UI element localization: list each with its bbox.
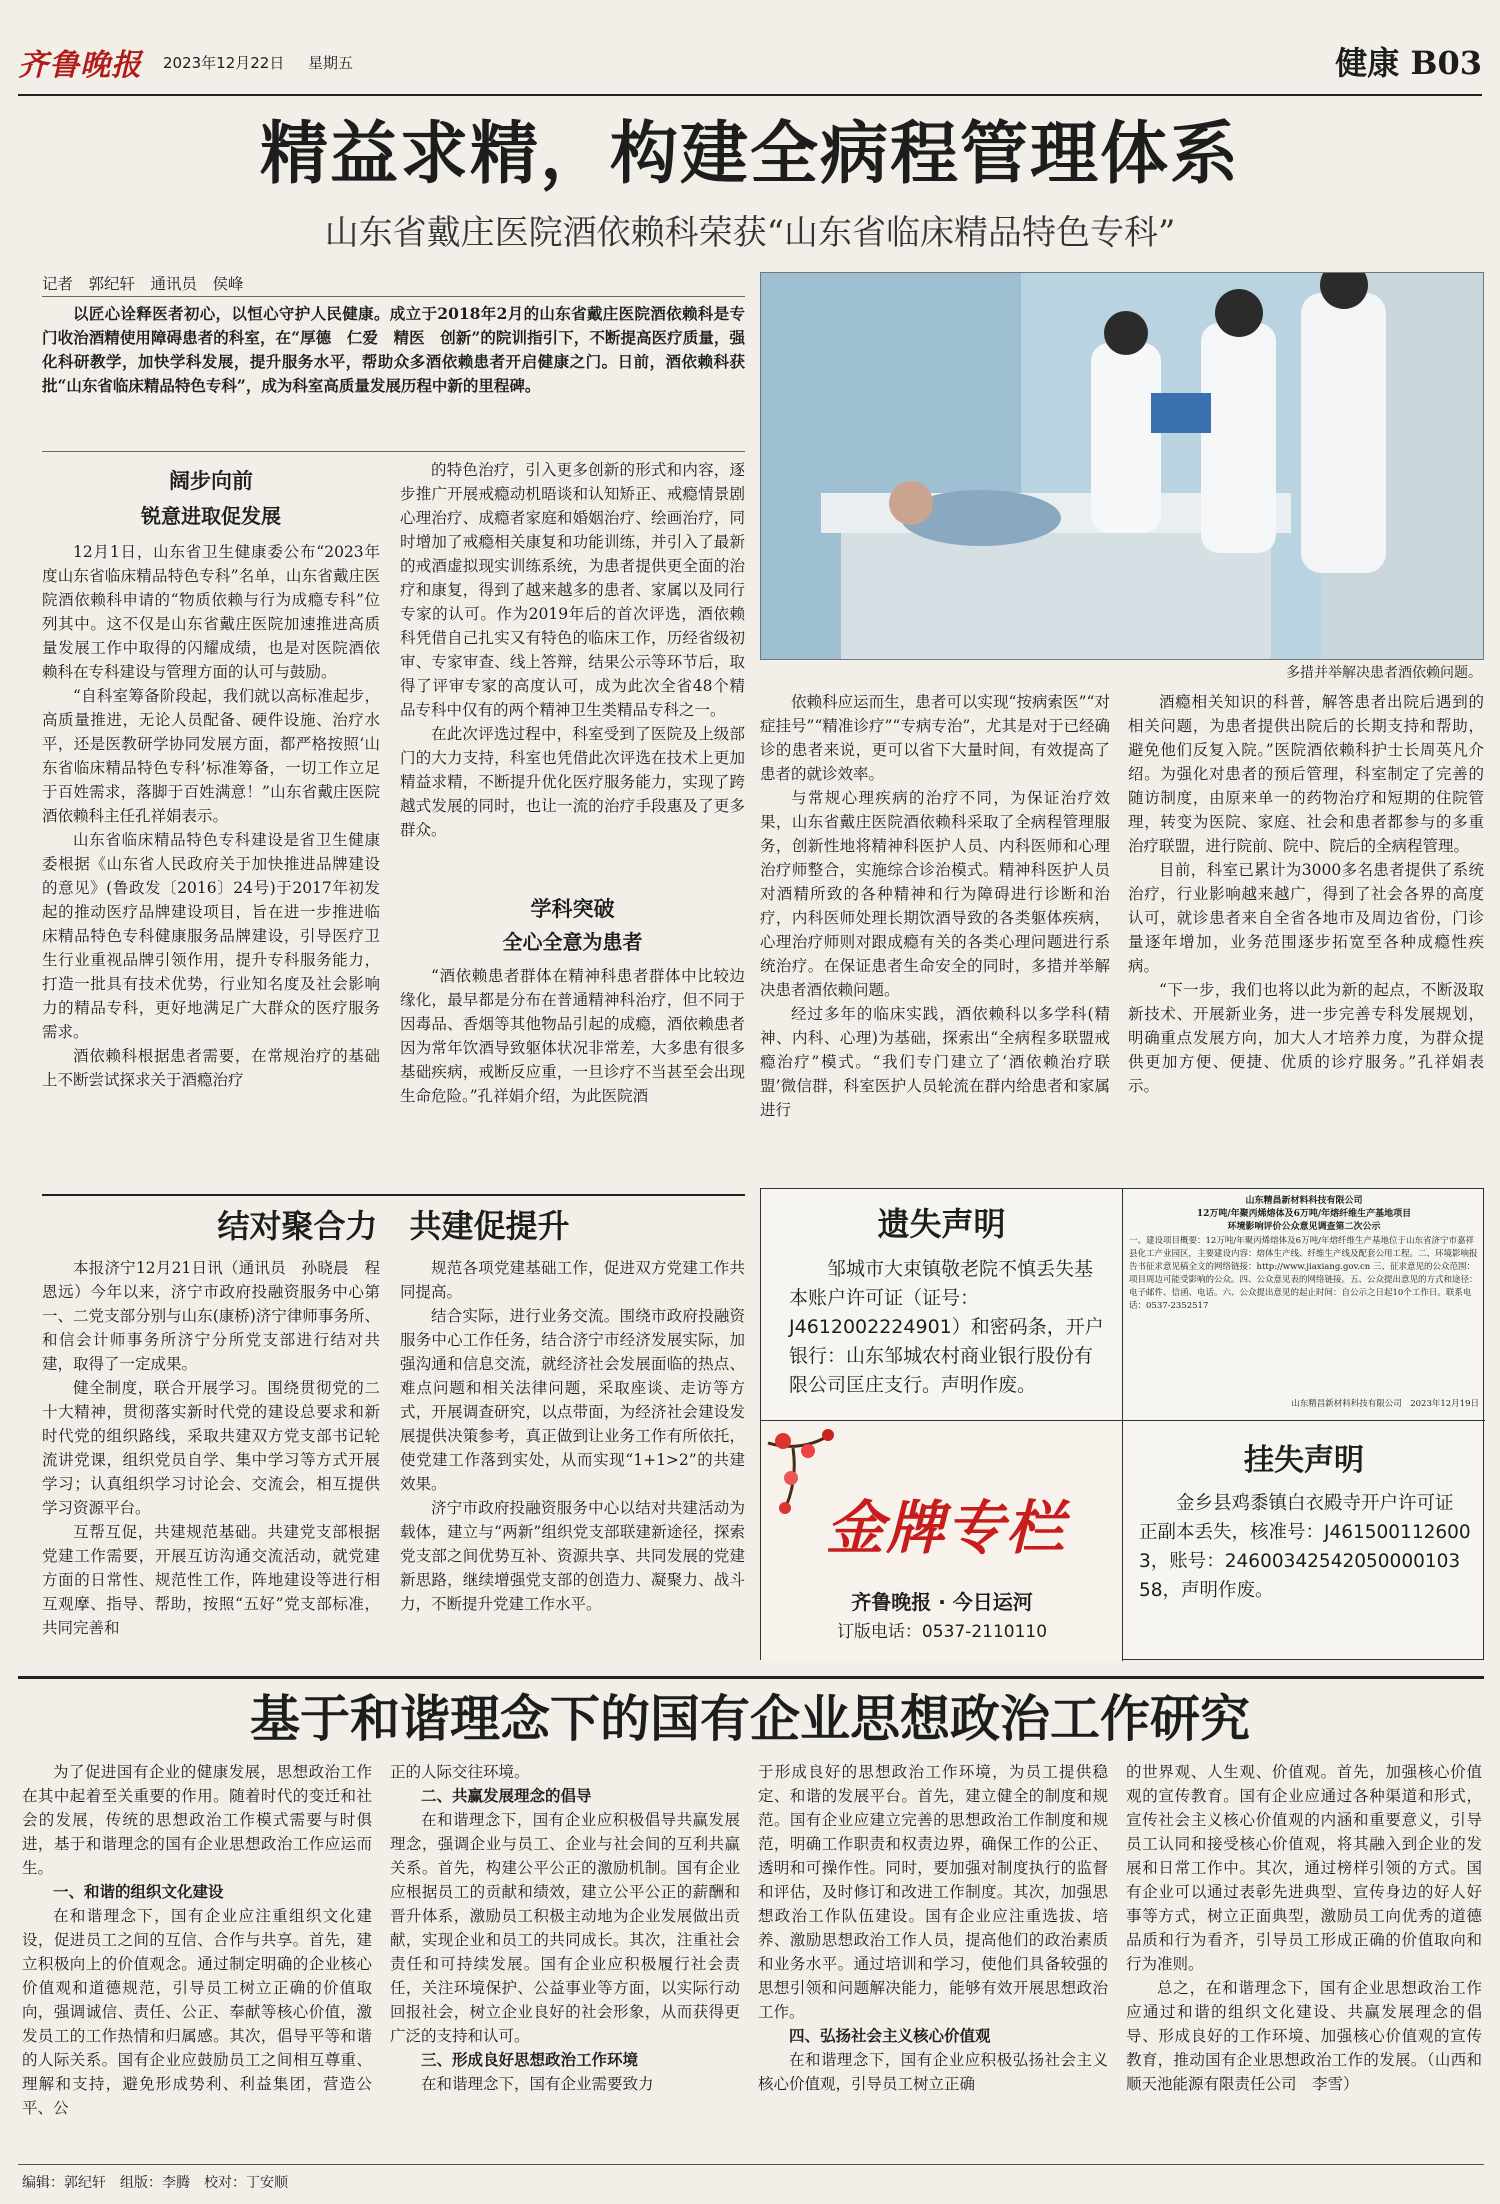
article1-byline: 记者 郭纪轩 通讯员 侯峰 <box>42 275 244 293</box>
paragraph: 的世界观、人生观、价值观。首先，加强核心价值观的宣传教育。国有企业应通过各种渠道和形式，宣传社会主义核心价值观的内涵和重要意义，引导员工认同和接受核心价值观，将其融入到企业的发展和日常工作中。其次，通过榜样引领的方式。国有企业可以通过表彰先进典型、宣传身边的好人好事等方式，树立正面典型，激励员工向优秀的道德品质和行为看齐，引导员工形成正确的价值取向和行为准则。 <box>1126 1763 1482 1973</box>
paragraph: 于形成良好的思想政治工作环境，为员工提供稳定、和谐的发展平台。首先，建立健全的制度和规范。国有企业应建立完善的思想政治工作制度和规范，明确工作职责和权责边界，确保工作的公正、透明和可操作性。同时，要加强对制度执行的监督和评估，及时修订和改进工作制度。其次，加强思想政治工作队伍建设。国有企业应注重选拔、培养、激励思想政治工作人员，提高他们的政治素质和业务水平。通过培训和学习，使他们具备较强的思想引领和问题解决能力，能够有效开展思想政治工作。 <box>758 1763 1108 2021</box>
article3-col1 <box>22 1760 372 2160</box>
paragraph: 目前，科室已累计为3000多名患者提供了系统治疗，行业影响越来越广，得到了社会各界的高度认可，就诊患者来自全省各地市及周边省份，门诊量逐年增加，业务范围逐步拓宽至各种成瘾性疾病。 <box>1128 861 1484 975</box>
section2-title: 学科突破 <box>530 896 615 921</box>
eia-project: 12万吨/年聚丙烯熔体及6万吨/年熔纤维生产基地项目 <box>1196 1209 1412 1219</box>
article3-col3 <box>758 1760 1108 2160</box>
eia-footer: 山东精昌新材料科技有限公司 2023年12月19日 <box>1291 1399 1479 1409</box>
article1-col1 <box>42 540 380 1192</box>
section1-title: 阔步向前 <box>169 468 253 493</box>
notice2-title: 挂失声明 <box>1244 1443 1364 1478</box>
paragraph: “自科室筹备阶段起，我们就以高标准起步，高质量推进，无论人员配备、硬件设施、治疗水平，还是医教研学协同发展方面，都严格按照‘山东省临床精品特色专科’标准筹备，一切工作立足于百姓需求，落脚于百姓满意！”山东省戴庄医院酒依赖科主任孔祥娟表示。 <box>42 687 380 825</box>
article1-subhead: 山东省戴庄医院酒依赖科荣获“山东省临床精品特色专科” <box>324 213 1176 253</box>
section-label: 健康 B03 <box>1335 44 1482 82</box>
paragraph: 依赖科应运而生，患者可以实现“按病索医”“对症挂号”“精准诊疗”“专病专治”，尤其是对于已经确诊的患者来说，更可以省下大量时间，有效提高了患者的就诊效率。 <box>760 693 1110 783</box>
section1-subtitle: 锐意进取促发展 <box>141 504 281 528</box>
brand-title: 金牌专栏 <box>825 1494 1066 1562</box>
notice2-body: 金乡县鸡黍镇白衣殿寺开户许可证正副本丢失，核准号：J4615001126003，账号：2460034254205000010358，声明作废。 <box>1139 1493 1471 1601</box>
paragraph: 与常规心理疾病的治疗不同，为保证治疗效果，山东省戴庄医院酒依赖科采取了全病程管理服务，创新性地将精神科医护人员、内科医师和心理治疗师整合，实施综合诊治模式。精神科医护人员对酒精所致的各种精神和行为障碍进行诊断和治疗，内科医师处理长期饮酒导致的各类躯体疾病，心理治疗师则对跟成瘾有关的各类心理问题进行系统治疗。在保证患者生命安全的同时，多措并举解决患者酒依赖问题。 <box>760 789 1110 999</box>
brand-phone: 订版电话：0537-2110110 <box>836 1622 1048 1642</box>
paragraph: 在和谐理念下，国有企业需要致力 <box>421 2075 654 2093</box>
paragraph: 在和谐理念下，国有企业应积极弘扬社会主义核心价值观，引导员工树立正确 <box>758 2051 1108 2093</box>
paragraph: 酒瘾相关知识的科普，解答患者出院后遇到的相关问题，为患者提供出院后的长期支持和帮助，避免他们反复入院。”医院酒依赖科护士长周英凡介绍。为强化对患者的预后管理，科室制定了完善的随访制度，由原来单一的药物治疗和短期的住院管理，转变为医院、家庭、社会和患者都参与的多重治疗联盟，进行院前、院中、院后的全病程管理。 <box>1128 693 1484 855</box>
paragraph: 规范各项党建基础工作，促进双方党建工作共同提高。 <box>400 1259 745 1301</box>
paragraph: 济宁市政府投融资服务中心以结对共建活动为载体，建立与“两新”组织党支部联建新途径，探索党支部之间优势互补、资源共享、共同发展的党建新思路，继续增强党支部的创造力、凝聚力、战斗力，不断提升党建工作水平。 <box>400 1499 745 1613</box>
paragraph: 在和谐理念下，国有企业应注重组织文化建设，促进员工之间的互信、合作与共享。首先，建立积极向上的价值观念。通过制定明确的企业核心价值观和道德规范，引导员工树立正确的价值取向，强调诚信、责任、公正、奉献等核心价值，激发员工的工作热情和归属感。其次，倡导平等和谐的人际关系。国有企业应鼓励员工之间相互尊重、理解和支持，避免形成势利、利益集团，营造公平、公 <box>22 1907 372 2117</box>
brand-subtitle: 齐鲁晚报 · 今日运河 <box>851 1590 1033 1614</box>
eia-company: 山东精昌新材料科技有限公司 <box>1245 1196 1363 1206</box>
photo-caption: 多措并举解决患者酒依赖问题。 <box>1286 665 1482 681</box>
eia-notice <box>1123 1189 1485 1421</box>
notices-block <box>760 1188 1484 1660</box>
issue-date: 2023年12月22日 <box>163 54 285 72</box>
paragraph: 12月1日，山东省卫生健康委公布“2023年度山东省临床精品特色专科”名单，山东省戴庄医院酒依赖科申请的“物质依赖与行为成瘾专科”位列其中。这不仅是山东省戴庄医院加速推进高质量发展工作中取得的闪耀成绩，也是对医院酒依赖科在专科建设与管理方面的认可与鼓励。 <box>42 543 380 681</box>
section-heading: 三、形成良好思想政治工作环境 <box>421 2050 639 2069</box>
article3-col2 <box>390 1760 740 2160</box>
paragraph: 经过多年的临床实践，酒依赖科以多学科(精神、内科、心理)为基础，探索出“全病程多联盟戒瘾治疗”模式。“我们专门建立了‘酒依赖治疗联盟’微信群，科室医护人员轮流在群内给患者和家属进行 <box>760 1005 1110 1119</box>
section-heading: 二、共赢发展理念的倡导 <box>421 1786 592 1805</box>
masthead <box>18 32 1482 96</box>
paragraph: “酒依赖患者群体在精神科患者群体中比较边缘化，最早都是分布在普通精神科治疗，但不同于因毒品、香烟等其他物品引起的成瘾，酒依赖患者因为常年饮酒导致躯体状况非常差，大多患有很多基础疾病，戒断反应重，一旦诊疗不当甚至会出现生命危险。”孔祥娟介绍，为此医院酒 <box>400 967 745 1105</box>
lost-notice-1 <box>761 1189 1123 1421</box>
paragraph: 酒依赖科根据患者需要，在常规治疗的基础上不断尝试探求关于酒瘾治疗 <box>42 1047 380 1089</box>
paragraph: 在此次评选过程中，科室受到了医院及上级部门的大力支持，科室也凭借此次评选在技术上更加精益求精，不断提升优化医疗服务能力，实现了跨越式发展的同时，也让一流的治疗手段惠及了更多群众。 <box>400 725 745 839</box>
hospital-ward-illustration <box>761 273 1484 660</box>
eia-body: 一、建设项目概要：12万吨/年聚丙烯熔体及6万吨/年熔纤维生产基地位于山东省济宁市嘉祥县化工产业园区，主要建设内容：熔体生产线、纤维生产线及配套公用工程。二、环境影响报告书征求意见稿全文的网络链接：http://www.jiaxiang.gov.cn 三、征求意见的公众范围：项目周边可能受影响的公众。四、公众意见表的网络链接。五、公众提出意见的方式和途径：电子邮件、信函、电话。六、公众提出意见的起止时间：自公示之日起10个工作日。联系电话：0537-2352517 <box>1129 1236 1478 1311</box>
section-heading: 一、和谐的组织文化建设 <box>53 1882 224 1901</box>
article1-headline: 精益求精，构建全病程管理体系 <box>259 114 1240 194</box>
paragraph: 健全制度，联合开展学习。围绕贯彻党的二十大精神，贯彻落实新时代党的建设总要求和新时代党的组织路线，采取共建双方党支部书记轮流讲党课，组织党员自学、集中学习等方式开展学习；认真组织学习讨论会、交流会，相互提供学习资源平台。 <box>42 1379 380 1517</box>
article3-col4 <box>1126 1760 1482 2160</box>
article1-col2 <box>400 458 745 890</box>
article1-col4 <box>1128 690 1484 1178</box>
section2-subtitle: 全心全意为患者 <box>502 930 643 954</box>
article1-lead <box>42 302 745 398</box>
paragraph: 为了促进国有企业的健康发展，思想政治工作在其中起着至关重要的作用。随着时代的变迁和社会的发展，传统的思想政治工作模式需要与时俱进，基于和谐理念的国有企业思想政治工作应运而生。 <box>22 1763 372 1877</box>
newspaper-logo: 齐鲁晚报 <box>18 48 142 83</box>
paragraph: 总之，在和谐理念下，国有企业思想政治工作应通过和谐的组织文化建设、共赢发展理念的倡导、形成良好的工作环境、加强核心价值观的宣传教育，推动国有企业思想政治工作的发展。（山西和顺天池能源有限责任公司 李雪） <box>1126 1979 1482 2093</box>
lost-notice-2 <box>1123 1421 1485 1661</box>
paragraph: 结合实际，进行业务交流。围绕市政府投融资服务中心工作任务，结合济宁市经济发展实际，加强沟通和信息交流，就经济社会发展面临的热点、难点问题和相关法律问题，采取座谈、走访等方式，开展调查研究，以点带面，为经济社会建设发展提供决策参考，真正做到让业务工作有所依托，使党建工作落到实处，从而实现“1+1>2”的共建效果。 <box>400 1307 745 1493</box>
section-heading: 四、弘扬社会主义核心价值观 <box>789 2026 991 2045</box>
paragraph: 互帮互促，共建规范基础。共建党支部根据党建工作需要，开展互访沟通交流活动，就党建方面的日常性、规范性工作，阵地建设等进行相互观摩、指导、帮助，按照“五好”党支部标准，共同完善和 <box>42 1523 380 1637</box>
paragraph: 山东省临床精品特色专科建设是省卫生健康委根据《山东省人民政府关于加快推进品牌建设的意见》(鲁政发〔2016〕24号)于2017年初发起的推动医疗品牌建设项目，旨在进一步推进临床精品特色专科健康服务品牌建设，引导医疗卫生行业重视品牌引领作用，提升专科服务能力，打造一批具有技术优势，行业知名度及社会影响力的精品专科，更好地满足广大群众的医疗服务需求。 <box>42 831 380 1041</box>
paragraph: 的特色治疗，引入更多创新的形式和内容，逐步推广开展戒瘾动机晤谈和认知矫正、戒瘾情景剧心理治疗、成瘾者家庭和婚姻治疗、绘画治疗，同时增加了戒瘾相关康复和功能训练，并引入了最新的戒酒虚拟现实训练系统，为患者提供更全面的治疗和康复，得到了越来越多的患者、家属以及同行专家的认可。作为2019年后的首次评选，酒依赖科凭借自己扎实又有特色的临床工作，历经省级初审、专家审查、线上答辩，结果公示等环节后，取得了评审专家的高度认可，成为此次全省48个精品专科中仅有的两个精神卫生类精品专科之一。 <box>400 461 745 719</box>
lead-paragraph: 以匠心诠释医者初心，以恒心守护人民健康。成立于2018年2月的山东省戴庄医院酒依赖科是专门收治酒精使用障碍患者的科室，在“厚德 仁爱 精医 创新”的院训指引下，不断提高医疗质量，强化科研教学，加快学科发展，提升服务水平，帮助众多酒依赖患者开启健康之门。日前，酒依赖科获批“山东省临床精品特色专科”，成为科室高质量发展历程中新的里程碑。 <box>42 304 745 395</box>
issue-weekday: 星期五 <box>308 54 354 72</box>
notice1-body: 邹城市大束镇敬老院不慎丢失基本账户许可证（证号：J4612002224901）和密码条，开户银行：山东邹城农村商业银行股份有限公司匡庄支行。声明作废。 <box>789 1258 1104 1396</box>
brand-ad <box>761 1421 1123 1661</box>
eia-subtitle: 环境影响评价公众意见调查第二次公示 <box>1227 1222 1381 1232</box>
article3-headline: 基于和谐理念下的国有企业思想政治工作研究 <box>250 1689 1250 1748</box>
footer-credits: 编辑：郭纪轩 组版：李腾 校对：丁安顺 <box>22 2175 288 2191</box>
paragraph: 在和谐理念下，国有企业应积极倡导共赢发展理念，强调企业与员工、企业与社会间的互利共赢关系。首先，构建公平公正的激励机制。国有企业应根据员工的贡献和绩效，建立公平公正的薪酬和晋升体系，激励员工积极主动地为企业发展做出贡献，实现企业和员工的共同成长。其次，注重社会责任和可持续发展。国有企业应积极履行社会责任，关注环境保护、公益事业等方面，以实际行动回报社会，树立企业良好的社会形象，从而获得更广泛的支持和认可。 <box>390 1811 740 2045</box>
article1-col2b <box>400 964 745 1132</box>
notice1-title: 遗失声明 <box>877 1205 1006 1243</box>
paragraph: “下一步，我们也将以此为新的起点，不断汲取新技术、开展新业务，进一步完善专科发展规划，明确重点发展方向，加大人才培养力度，为群众提供更加方便、便捷、优质的诊疗服务。”孔祥娟表示。 <box>1128 981 1484 1095</box>
article2-col1 <box>42 1256 380 1656</box>
paragraph: 正的人际交往环境。 <box>390 1763 530 1781</box>
article2-col2 <box>400 1256 745 1656</box>
article1-photo <box>760 272 1484 660</box>
paragraph: 本报济宁12月21日讯（通讯员 孙晓晨 程恩远）今年以来，济宁市政府投融资服务中心第一、二党支部分别与山东(康桥)济宁律师事务所、和信会计师事务所济宁分所党支部进行结对共建，取得了一定成果。 <box>42 1259 380 1373</box>
article2-headline: 结对聚合力 共建促提升 <box>217 1207 570 1245</box>
article1-col3 <box>760 690 1110 1178</box>
